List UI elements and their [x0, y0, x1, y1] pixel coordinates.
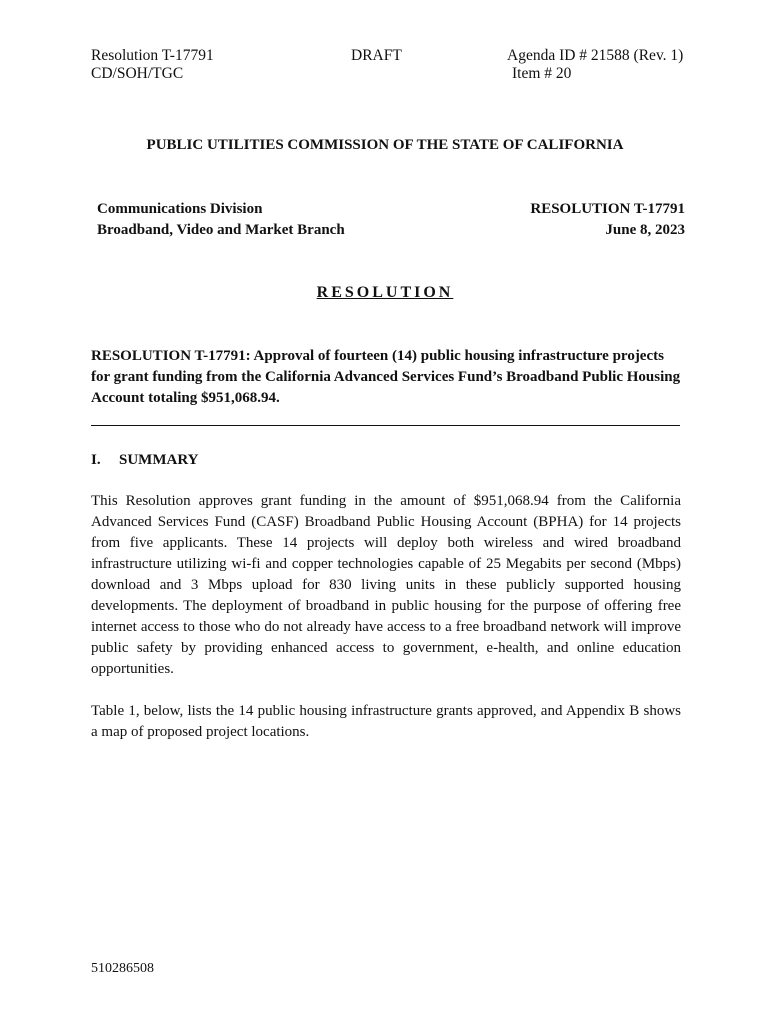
resolution-title: RESOLUTION T-17791: Approval of fourteen (14) public housing infrastructure projects for grant funding from the California Advanced Services Fund’s Broadband Public Housing Account totaling $951,068.94. [91, 348, 681, 406]
header-resolution-number: Resolution T-17791 [91, 47, 214, 64]
agenda-id: Agenda ID # 21588 (Rev. 1) [507, 47, 684, 64]
header-division-codes: CD/SOH/TGC [91, 65, 184, 82]
resolution-date: June 8, 2023 [605, 222, 685, 238]
title-divider [91, 425, 680, 426]
document-id: 510286508 [91, 961, 154, 976]
resolution-number: RESOLUTION T-17791 [530, 201, 685, 217]
division-name: Communications Division [97, 201, 263, 217]
draft-label: DRAFT [351, 47, 402, 64]
section-title: SUMMARY [119, 452, 199, 468]
table-reference-paragraph: Table 1, below, lists the 14 public housing infrastructure grants approved, and Appendix B shows a map of proposed project locations. [91, 703, 681, 740]
commission-title: PUBLIC UTILITIES COMMISSION OF THE STATE OF CALIFORNIA [146, 137, 624, 153]
summary-paragraph: This Resolution approves grant funding in the amount of $951,068.94 from the California Advanced Services Fund (CASF) Broadband Public Housing Account (BPHA) for 14 projects from five applicants. These 14 projects will deploy both wireless and wired broadband infrastructure utilizing wi-fi and copper technologies capable of 25 Megabits per second (Mbps) download and 3 Mbps upload for 830 living units in these publicly supported housing developments. The deployment of broadband in public housing for the purpose of offering free internet access to those who do not already have access to a free broadband network will improve public safety by providing enhanced access to government, e-health, and online education opportunities. [91, 493, 681, 677]
branch-name: Broadband, Video and Market Branch [97, 222, 345, 238]
item-number: Item # 20 [512, 65, 572, 82]
section-number: I. [91, 452, 101, 468]
resolution-heading: RESOLUTION [316, 284, 454, 301]
